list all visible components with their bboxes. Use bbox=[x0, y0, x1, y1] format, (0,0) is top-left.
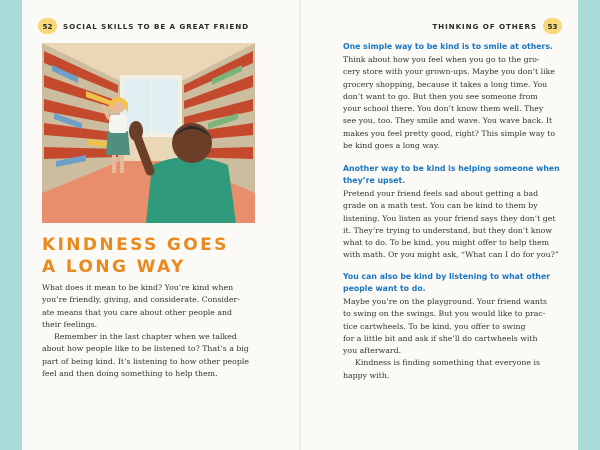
body-line: grocery shopping, because it takes a long time. You bbox=[343, 79, 548, 89]
left-body-paragraph bbox=[42, 282, 249, 380]
chapter-heading bbox=[42, 234, 282, 278]
section-body-upset bbox=[343, 188, 559, 262]
body-line: you afterward. bbox=[343, 346, 402, 356]
body-line: your school there. You don’t know them well. They bbox=[343, 104, 544, 114]
body-line: happy with. bbox=[343, 370, 390, 380]
body-line: don’t want to go. But then you see someone from bbox=[343, 91, 538, 101]
body-line: what to do. To be kind, you might offer to help them bbox=[343, 238, 550, 248]
body-line: to swing on the swings. But you would like to prac- bbox=[343, 309, 546, 319]
body-line: for a little bit and ask if she’ll do cartwheels with bbox=[343, 333, 538, 343]
lead-line: people want to do. bbox=[343, 284, 426, 294]
window-pane-right bbox=[152, 79, 178, 133]
right-page-number: 53 bbox=[543, 18, 562, 34]
body-line: Kindness is finding something that everyone is bbox=[355, 358, 540, 368]
body-line: tice cartwheels. To be kind, you offer to swing bbox=[343, 321, 526, 331]
body-line: their feelings. bbox=[42, 319, 98, 329]
section-lead-listening bbox=[343, 271, 550, 296]
left-running-head bbox=[38, 18, 249, 34]
heading-line: KINDNESS GOES bbox=[42, 235, 229, 255]
body-line: listening. You listen as your friend says they don’t get bbox=[343, 213, 556, 223]
body-line: part of being kind. It’s listening to how other people bbox=[42, 356, 249, 366]
body-line: be kind goes a long way. bbox=[343, 141, 440, 151]
right-running-head-title: THINKING OF OTHERS bbox=[432, 21, 537, 31]
book-gutter bbox=[299, 0, 301, 450]
right-running-head bbox=[432, 18, 562, 34]
body-line: Pretend your friend feels sad about getting a bad bbox=[343, 189, 539, 198]
body-line: Maybe you’re on the playground. Your friend wants bbox=[343, 297, 548, 306]
body-line: cery store with your grown-ups. Maybe you don’t like bbox=[343, 67, 555, 77]
body-line: feel and then doing something to help them. bbox=[42, 369, 218, 379]
grocery-store-illustration bbox=[42, 43, 255, 223]
body-line: What does it mean to be kind? You’re kind when bbox=[42, 283, 234, 292]
body-line: makes you feel pretty good, right? This simple way to bbox=[343, 128, 556, 138]
section-lead-upset bbox=[343, 163, 560, 188]
section-body-listening bbox=[343, 296, 547, 382]
body-line: Remember in the last chapter when we talked bbox=[54, 332, 237, 342]
lead-line: Another way to be kind is helping someone when bbox=[343, 164, 560, 173]
body-line: ate means that you care about other people and bbox=[42, 307, 233, 317]
heading-line: A LONG WAY bbox=[42, 257, 186, 277]
body-line: you’re friendly, giving, and considerate. Consider- bbox=[42, 295, 240, 305]
section-lead-smile bbox=[343, 41, 553, 53]
lead-line: they’re upset. bbox=[343, 176, 406, 186]
body-line: about how people like to be listened to? That’s a big bbox=[42, 344, 249, 354]
body-line: grade on a math test. You can be kind to them by bbox=[343, 201, 538, 211]
body-line: Think about how you feel when you go to the gro- bbox=[343, 55, 540, 64]
grocery-store-drawing bbox=[42, 43, 255, 223]
lead-line: One simple way to be kind is to smile at others. bbox=[343, 42, 553, 51]
body-line: see you, too. They smile and wave. You wave back. It bbox=[343, 116, 553, 126]
section-body-smile bbox=[343, 54, 555, 152]
left-page-number: 52 bbox=[38, 18, 57, 34]
body-line: it. They’re trying to understand, but they don’t know bbox=[343, 225, 552, 235]
body-line: with math. Or you might ask, “What can I do for you?” bbox=[343, 250, 559, 260]
lead-line: You can also be kind by listening to what other bbox=[343, 272, 551, 281]
left-running-head-title: SOCIAL SKILLS TO BE A GREAT FRIEND bbox=[63, 21, 249, 31]
